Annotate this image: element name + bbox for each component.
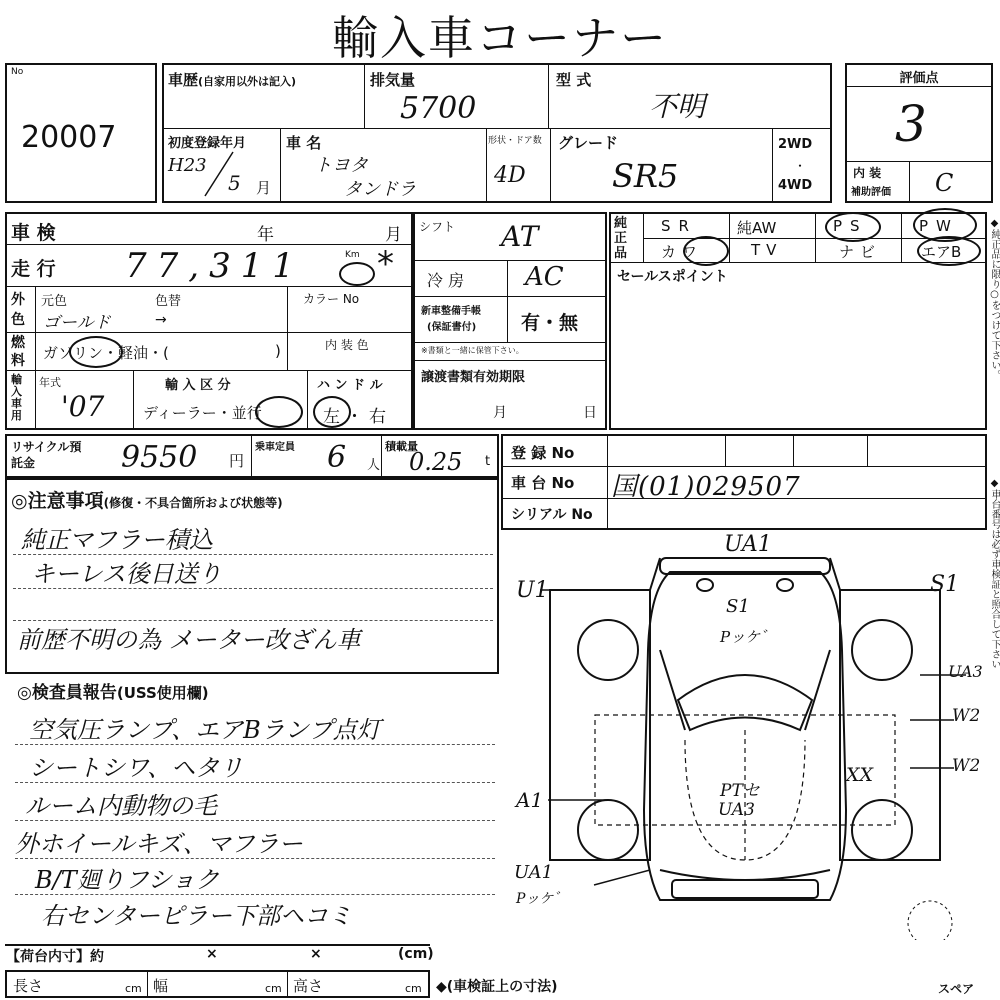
diagram-s1-right: S1 <box>930 572 960 597</box>
interior-sub: 補助評価 <box>851 187 891 198</box>
import-year-label: 年式 <box>39 376 61 389</box>
recycle-value: 9550 <box>121 440 198 475</box>
recycle-unit: 円 <box>229 452 245 470</box>
sales-point-label: セールスポイント <box>617 269 728 285</box>
chassis-value: 国(01)029507 <box>611 472 801 502</box>
color-side: 外 色 <box>11 292 25 328</box>
diagram-center-2: UA3 <box>718 800 755 820</box>
history-label: 車歴 <box>168 71 199 89</box>
dims-row <box>5 970 430 998</box>
dims-width-cm: cm <box>265 982 282 995</box>
fuel-options: ガソリン・軽油・( <box>43 344 169 362</box>
option-sr: SR <box>661 217 697 235</box>
first-reg-month-unit: 月 <box>256 179 272 197</box>
capacity-unit: 人 <box>367 458 381 473</box>
car-maker: トヨタ <box>314 155 368 176</box>
option-ps-circle <box>825 212 881 242</box>
registration-block <box>501 434 987 530</box>
inspector-line-3: ルーム内動物の毛 <box>25 792 217 820</box>
rating-value: 3 <box>895 95 927 153</box>
capacity-value: 6 <box>327 440 347 475</box>
option-airbag: エアB <box>921 243 962 261</box>
load-value: 0.25 <box>409 448 463 476</box>
load-label: 積載量 <box>385 440 418 453</box>
drive-2wd: 2WD <box>778 137 813 152</box>
option-ps: PS <box>833 217 868 235</box>
notes-sub: (修復・不具合箇所および状態等) <box>103 496 283 510</box>
color-code-label: カラー No <box>303 292 360 306</box>
notes-block <box>5 478 499 674</box>
import-class-circle <box>255 396 303 428</box>
ac-label: 冷 房 <box>427 271 465 290</box>
diagram-a1: A1 <box>516 788 544 812</box>
fuel-side: 燃 料 <box>11 335 25 369</box>
option-aw: 純AW <box>737 219 777 237</box>
dims-length: 長さ <box>13 977 44 995</box>
cargo-x2: × <box>310 946 322 962</box>
inspection-year: 年 <box>257 225 274 245</box>
diagram-u1: U1 <box>516 578 549 603</box>
grade-label: グレード <box>558 134 619 152</box>
chassis-label: 車 台 No <box>511 474 575 492</box>
rating-label: 評価点 <box>847 67 991 87</box>
import-side: 輸入車用 <box>11 373 22 422</box>
interior-value: C <box>935 169 954 197</box>
doors-value: 4D <box>494 163 526 188</box>
import-class-label: 輸 入 区 分 <box>165 378 231 393</box>
inspector-line-2: シートシワ、ヘタリ <box>29 754 244 782</box>
load-unit: t <box>485 454 491 469</box>
note-line-4: 前歴不明の為 メーター改ざん車 <box>17 626 361 654</box>
model-value: 不明 <box>649 90 706 123</box>
color-orig-label: 元色 <box>41 294 68 309</box>
dims-note: ◆(車検証上の寸法) <box>436 979 558 995</box>
options-side: 純正品 <box>614 216 628 261</box>
color-changed-label: 色替 <box>155 294 182 309</box>
inspector-sub: (USS使用欄) <box>116 684 209 702</box>
import-class-options: ディーラー・並行 <box>143 404 262 422</box>
option-leather: カワ <box>661 243 704 261</box>
diagram-center-1: PTセ <box>720 781 760 801</box>
diagram-pk-bottom: Pッケ゛ <box>516 891 568 907</box>
import-handle-circle <box>313 396 351 428</box>
import-year-value: '07 <box>61 390 105 423</box>
diagram-xx: XX <box>846 764 874 786</box>
inspector-line-4: 外ホイールキズ、マフラー <box>15 830 303 858</box>
model-label: 型 式 <box>556 71 592 89</box>
car-name: タンドラ <box>344 179 416 200</box>
diagram-w2-a: W2 <box>952 706 981 726</box>
car-diagram <box>500 530 988 940</box>
transfer-month: 月 <box>493 405 507 421</box>
fuel-circle <box>69 336 123 368</box>
car-name-label: 車 名 <box>286 134 322 152</box>
inspection-label: 車 検 <box>11 222 56 244</box>
transfer-label: 譲渡書類有効期限 <box>421 370 526 385</box>
cargo-x1: × <box>206 946 218 962</box>
inspector-line-5: B/T廻りフショク <box>35 866 220 894</box>
mileage-unit: Km <box>345 250 360 260</box>
import-handle-options: 左・右 <box>323 407 392 427</box>
dims-width: 幅 <box>153 977 169 995</box>
service-book-note: ※書類と一緒に保管下さい。 <box>421 346 524 355</box>
options-block <box>609 212 987 430</box>
first-reg-label: 初度登録年月 <box>168 136 247 151</box>
lot-label: No <box>11 67 24 77</box>
first-reg-era: H23 <box>168 155 207 176</box>
note-line-1: 純正マフラー積込 <box>21 526 213 554</box>
inspector-label: ◎検査員報告 <box>17 683 117 703</box>
dims-height-cm: cm <box>405 982 422 995</box>
transfer-day: 日 <box>583 405 597 421</box>
option-tv: TV <box>751 241 783 259</box>
note-line-2: キーレス後日送り <box>31 560 222 588</box>
diagram-ua1-bottom: UA1 <box>514 862 554 883</box>
option-pw: PW <box>919 217 959 235</box>
grade-value: SR5 <box>612 157 679 195</box>
recycle-row <box>5 434 499 478</box>
serial-label: シリアル No <box>511 507 593 523</box>
diagram-w2-b: W2 <box>952 756 981 776</box>
diagram-ua3-right: UA3 <box>948 662 983 681</box>
shift-value: AT <box>501 220 539 253</box>
vehicle-info-grid <box>162 63 832 203</box>
diagram-s1-center: S1 <box>726 596 750 617</box>
interior-label: 内 装 <box>853 166 882 180</box>
service-book-label1: 新車整備手帳 <box>421 306 481 317</box>
fuel-close: ) <box>275 342 281 360</box>
shift-label: シフト <box>419 220 456 234</box>
mileage-circle <box>339 262 375 286</box>
cargo-unit: (cm) <box>398 946 434 962</box>
displacement-label: 排気量 <box>370 71 416 89</box>
option-navi: ナビ <box>839 243 882 261</box>
first-reg-month: 5 <box>228 171 241 195</box>
displacement-value: 5700 <box>400 91 477 126</box>
drive-4wd: 4WD <box>778 178 813 193</box>
import-handle-label: ハ ン ド ル <box>317 378 383 393</box>
cargo-label: 【荷台内寸】約 <box>6 949 104 965</box>
diagram-ua1-top: UA1 <box>724 532 772 557</box>
inspector-line-1: 空気圧ランプ、エアBランプ点灯 <box>29 716 381 744</box>
history-sub: (自家用以外は記入) <box>198 75 297 88</box>
inspector-line-6: 右センターピラー下部ヘコミ <box>41 902 353 930</box>
dims-height: 高さ <box>293 977 324 995</box>
recycle-label: リサイクル預託金 <box>11 440 82 470</box>
side-note-2: ◆車台番号は必ず車検証と照合して下さい <box>989 478 1000 669</box>
color-orig-value: ゴールド <box>43 313 111 333</box>
side-note: ◆純正品に限り○をつけて下さい。 <box>989 218 1000 380</box>
service-book-value: 有・無 <box>521 312 579 334</box>
color-arrow: → <box>155 312 167 328</box>
spare-label: スペア <box>938 982 975 996</box>
interior-color-label: 内 装 色 <box>325 338 369 352</box>
doors-label: 形状・ドア数 <box>488 136 542 146</box>
mileage-label: 走 行 <box>11 258 56 280</box>
lot-box <box>5 63 157 203</box>
registration-label: 登 録 No <box>511 444 575 462</box>
dims-length-cm: cm <box>125 982 142 995</box>
drive-dot: ・ <box>794 159 807 173</box>
page-title: 輸入車コーナー <box>332 11 668 65</box>
diagram-pk: Pッケ゛ <box>720 628 776 646</box>
capacity-label: 乗車定員 <box>255 442 295 453</box>
notes-label: ◎注意事項 <box>11 490 104 512</box>
service-book-label2: (保証書付) <box>427 322 477 333</box>
ac-value: AC <box>525 262 564 292</box>
equipment-block <box>413 212 607 430</box>
spec-block <box>5 212 413 430</box>
lot-number: 20007 <box>21 120 117 155</box>
inspector-block <box>5 674 499 934</box>
rating-box <box>845 63 993 203</box>
mileage-value: 77,311 <box>125 246 304 286</box>
mileage-mark: * <box>377 244 394 284</box>
inspection-month: 月 <box>385 225 402 245</box>
